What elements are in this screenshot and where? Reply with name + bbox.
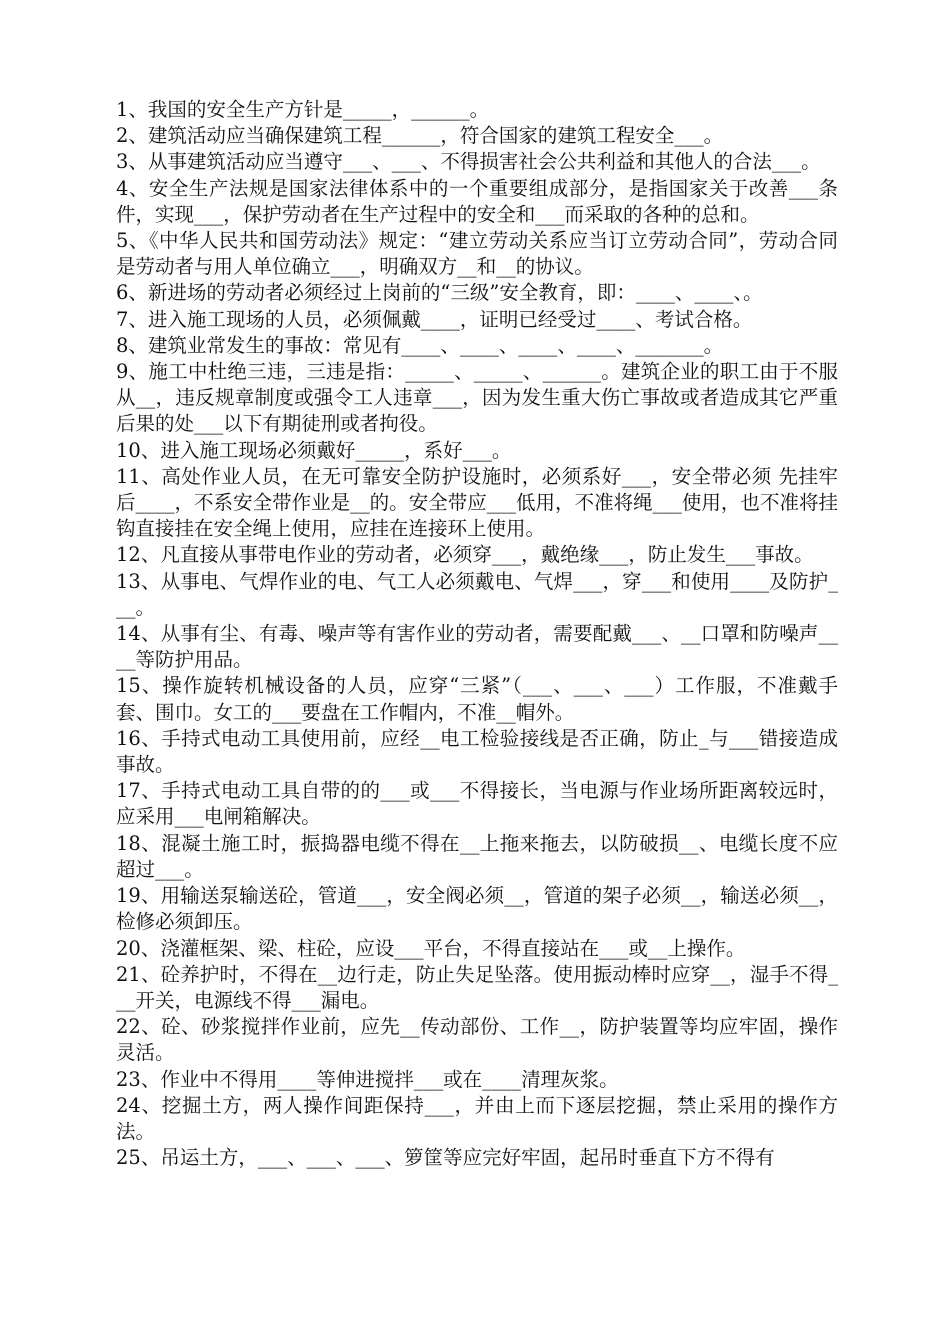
question-11: 11、高处作业人员，在无可靠安全防护设施时，必须系好___，安全带必须 先挂牢后____，不系安全带作业是__的。安全带应___低用，不准将绳___使用，也不准将挂钩直接挂在安全绳上使用，应挂在连接环上使用。 bbox=[116, 464, 838, 541]
question-6: 6、新进场的劳动者必须经过上岗前的“三级”安全教育，即：____、____、。 bbox=[116, 281, 763, 305]
question-3: 3、从事建筑活动应当遵守___、___、不得损害社会公共利益和其他人的合法___。 bbox=[116, 150, 821, 174]
question-8: 8、建筑业常发生的事故：常见有____、____、____、____、_______。 bbox=[116, 333, 724, 357]
question-9: 9、施工中杜绝三违，三违是指：_____、_____、______。建筑企业的职工由于不服从__，违反规章制度或强令工人违章___，因为发生重大伤亡事故或者造成其它严重后果的处___以下有期徒刑或者拘役。 bbox=[116, 360, 838, 436]
question-19: 19、用输送泵输送砼，管道___，安全阀必须__，管道的架子必须__，输送必须__，检修必须卸压。 bbox=[116, 884, 838, 934]
question-18: 18、混凝土施工时，振捣器电缆不得在__上拖来拖去，以防破损__、电缆长度不应超过___。 bbox=[116, 831, 838, 881]
question-22: 22、砼、砂浆搅拌作业前，应先__传动部份、工作__，防护装置等均应牢固，操作灵活。 bbox=[116, 1015, 838, 1065]
question-21: 21、砼养护时，不得在__边行走，防止失足坠落。使用振动棒时应穿__，湿手不得___开关，电源线不得___漏电。 bbox=[116, 962, 838, 1012]
question-23: 23、作业中不得用____等伸进搅拌___或在____清理灰浆。 bbox=[116, 1067, 619, 1091]
question-5: 5、《中华人民共和国劳动法》规定：“建立劳动关系应当订立劳动合同”，劳动合同是劳动者与用人单位确立___，明确双方__和__的协议。 bbox=[116, 229, 838, 279]
question-24: 24、挖掘土方，两人操作间距保持___，并由上而下逐层挖掘，禁止采用的操作方法。 bbox=[116, 1093, 838, 1143]
question-14: 14、从事有尘、有毒、噪声等有害作业的劳动者，需要配戴___、__口罩和防噪声____等防护用品。 bbox=[116, 622, 838, 672]
question-12: 12、凡直接从事带电作业的劳动者，必须穿___，戴绝缘___，防止发生___事故。 bbox=[116, 543, 814, 567]
question-7: 7、进入施工现场的人员，必须佩戴____，证明已经受过____、考试合格。 bbox=[116, 307, 753, 331]
question-2: 2、建筑活动应当确保建筑工程______，符合国家的建筑工程安全___。 bbox=[116, 124, 724, 148]
question-1: 1、我国的安全生产方针是_____，______。 bbox=[116, 98, 490, 121]
question-15: 15、操作旋转机械设备的人员，应穿“三紧”（___、___、___）工作服，不准戴手套、围巾。女工的___要盘在工作帽内，不准__帽外。 bbox=[116, 674, 838, 724]
question-4: 4、安全生产法规是国家法律体系中的一个重要组成部分，是指国家关于改善___条件，实现___，保护劳动者在生产过程中的安全和___而采取的各种的总和。 bbox=[116, 176, 838, 226]
question-17: 17、手持式电动工具自带的的___或___不得接长，当电源与作业场所距离较远时，应采用___电闸箱解决。 bbox=[116, 779, 838, 829]
question-25: 25、吊运土方，___、___、___、箩筐等应完好牢固，起吊时垂直下方不得有 bbox=[116, 1146, 775, 1170]
question-16: 16、手持式电动工具使用前，应经__电工检验接线是否正确，防止_与___错接造成事故。 bbox=[116, 726, 838, 777]
document-body bbox=[116, 97, 838, 1171]
question-13: 13、从事电、气焊作业的电、气工人必须戴电、气焊___，穿___和使用____及防护___。 bbox=[116, 569, 838, 619]
question-20: 20、浇灌框架、梁、柱砼，应设___平台，不得直接站在___或__上操作。 bbox=[116, 936, 746, 960]
question-10: 10、进入施工现场必须戴好_____，系好___。 bbox=[116, 438, 512, 462]
